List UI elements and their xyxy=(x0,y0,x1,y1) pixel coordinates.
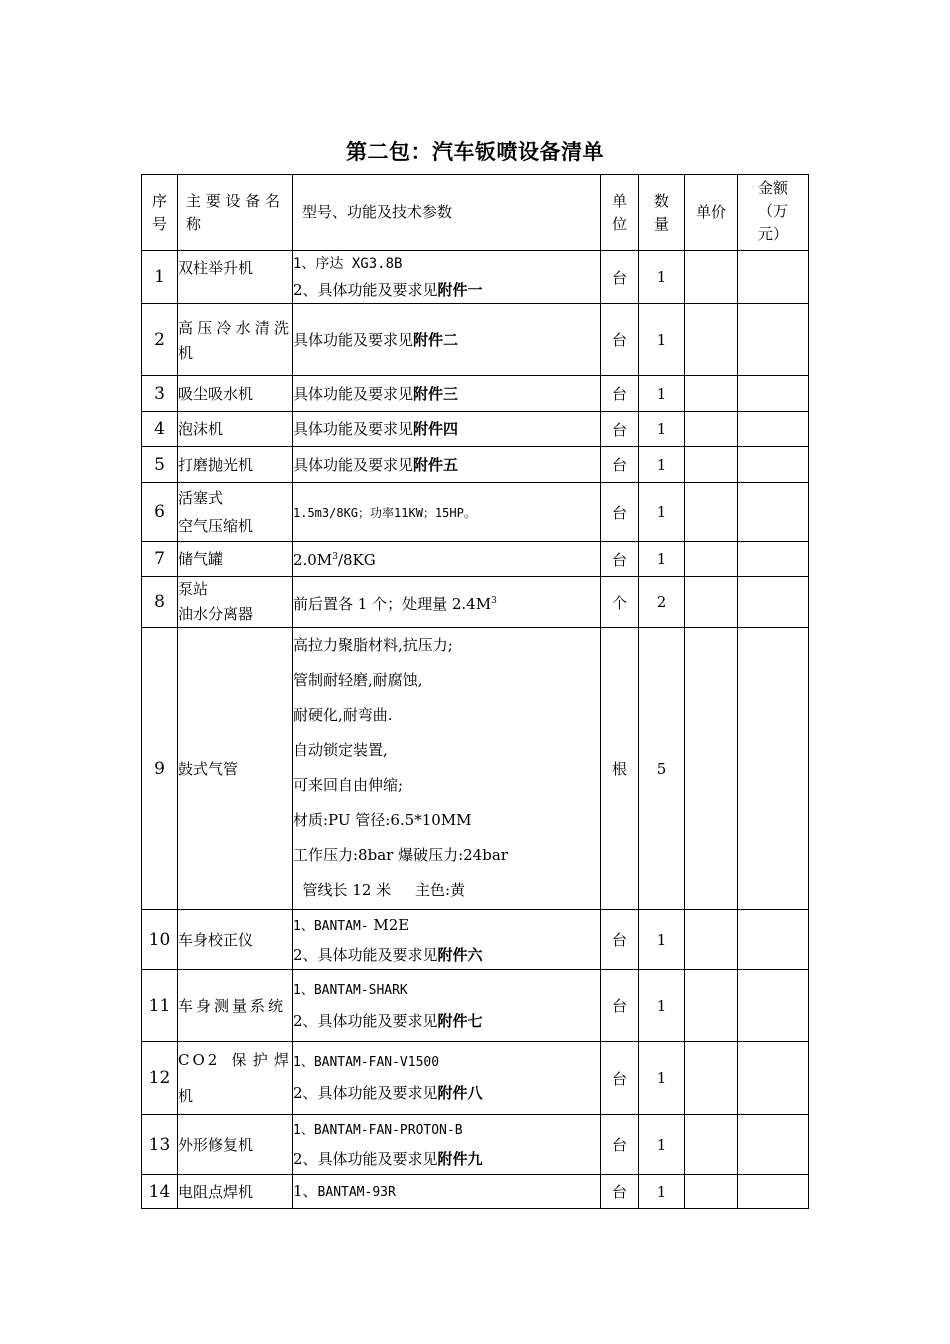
equipment-spec: 1、BANTAM-FAN-V1500 2、具体功能及要求见附件八 xyxy=(293,1042,601,1115)
header-amount: 金额（万元） xyxy=(738,175,809,251)
equipment-spec: 1、BANTAM- M2E 2、具体功能及要求见附件六 xyxy=(293,910,601,970)
amount-cell xyxy=(738,447,809,483)
quantity: 1 xyxy=(639,542,685,577)
equipment-spec: 1、BANTAM-FAN-PROTON-B 2、具体功能及要求见附件九 xyxy=(293,1115,601,1175)
quantity: 1 xyxy=(639,1042,685,1115)
quantity: 1 xyxy=(639,910,685,970)
amount-cell xyxy=(738,376,809,412)
header-spec: 型号、功能及技术参数 xyxy=(293,175,601,251)
equipment-table xyxy=(141,174,809,1209)
equipment-name: 外形修复机 xyxy=(178,1115,293,1175)
row-number: 4 xyxy=(142,412,178,447)
equipment-name: 车身测量系统 xyxy=(178,970,293,1042)
unit: 台 xyxy=(601,447,639,483)
equipment-name: CO2 保护焊机 xyxy=(178,1042,293,1115)
quantity: 1 xyxy=(639,251,685,304)
header-seq: 序号 xyxy=(142,175,178,251)
table-row xyxy=(142,376,809,412)
equipment-name: 电阻点焊机 xyxy=(178,1175,293,1209)
row-number: 6 xyxy=(142,483,178,542)
amount-cell xyxy=(738,1042,809,1115)
row-number: 10 xyxy=(142,910,178,970)
amount-cell xyxy=(738,910,809,970)
unit-price-cell xyxy=(685,1175,738,1209)
table-row xyxy=(142,412,809,447)
equipment-spec: $2.0M^3/8KG$ xyxy=(293,542,601,577)
unit: 根 xyxy=(601,628,639,910)
table-row xyxy=(142,483,809,542)
unit-price-cell xyxy=(685,447,738,483)
row-number: 1 xyxy=(142,251,178,304)
table-row xyxy=(142,577,809,628)
header-name: 主要设备名称 xyxy=(178,175,293,251)
amount-cell xyxy=(738,412,809,447)
unit: 台 xyxy=(601,376,639,412)
quantity: 1 xyxy=(639,304,685,376)
quantity: 1 xyxy=(639,1175,685,1209)
unit-price-cell xyxy=(685,483,738,542)
amount-cell xyxy=(738,1175,809,1209)
quantity: 1 xyxy=(639,483,685,542)
table-row xyxy=(142,542,809,577)
equipment-name: 鼓式气管 xyxy=(178,628,293,910)
equipment-name: 活塞式 空气压缩机 xyxy=(178,483,293,542)
table-row xyxy=(142,910,809,970)
equipment-spec: 具体功能及要求见附件二 xyxy=(293,304,601,376)
amount-cell xyxy=(738,542,809,577)
row-number: 11 xyxy=(142,970,178,1042)
equipment-name: 车身校正仪 xyxy=(178,910,293,970)
row-number: 7 xyxy=(142,542,178,577)
amount-cell xyxy=(738,251,809,304)
equipment-spec: 1、序达 XG3.8B 2、具体功能及要求见附件一 xyxy=(293,251,601,304)
table-row xyxy=(142,628,809,910)
equipment-name: 双柱举升机 xyxy=(178,251,293,304)
unit: 台 xyxy=(601,910,639,970)
equipment-spec: 具体功能及要求见附件五 xyxy=(293,447,601,483)
unit: 台 xyxy=(601,542,639,577)
unit: 台 xyxy=(601,483,639,542)
row-number: 5 xyxy=(142,447,178,483)
unit: 台 xyxy=(601,1042,639,1115)
row-number: 13 xyxy=(142,1115,178,1175)
unit-price-cell xyxy=(685,304,738,376)
unit: 台 xyxy=(601,1115,639,1175)
amount-cell xyxy=(738,970,809,1042)
equipment-name: 泡沫机 xyxy=(178,412,293,447)
table-header-row xyxy=(142,175,809,251)
unit: 个 xyxy=(601,577,639,628)
amount-cell xyxy=(738,1115,809,1175)
quantity: 1 xyxy=(639,376,685,412)
unit-price-cell xyxy=(685,412,738,447)
amount-cell xyxy=(738,628,809,910)
equipment-name: 打磨抛光机 xyxy=(178,447,293,483)
unit: 台 xyxy=(601,251,639,304)
amount-cell xyxy=(738,577,809,628)
unit: 台 xyxy=(601,412,639,447)
header-price: 单价 xyxy=(685,175,738,251)
row-number: 3 xyxy=(142,376,178,412)
equipment-spec: 1.5m3/8KG；功率11KW；15HP。 xyxy=(293,483,601,542)
unit-price-cell xyxy=(685,542,738,577)
table-row xyxy=(142,1115,809,1175)
row-number: 12 xyxy=(142,1042,178,1115)
unit-price-cell xyxy=(685,1115,738,1175)
table-row xyxy=(142,970,809,1042)
page-title: 第二包：汽车钣喷设备清单 xyxy=(346,140,604,164)
unit-price-cell xyxy=(685,628,738,910)
unit-price-cell xyxy=(685,376,738,412)
amount-cell xyxy=(738,483,809,542)
unit: 台 xyxy=(601,970,639,1042)
equipment-name: 高压冷水清洗机 xyxy=(178,304,293,376)
equipment-spec: 具体功能及要求见附件三 xyxy=(293,376,601,412)
equipment-spec: 高拉力聚脂材料,抗压力; 管制耐轻磨,耐腐蚀, 耐硬化,耐弯曲. 自动锁定装置, 可来回自由伸缩; 材质:PU 管径:6.5*10MM 工作压力:8bar 爆破压力:24bar 管线长 12 米 主色:黄 xyxy=(293,628,601,910)
unit-price-cell xyxy=(685,577,738,628)
equipment-spec: 1、BANTAM-93R xyxy=(293,1175,601,1209)
table-row xyxy=(142,1042,809,1115)
table-row xyxy=(142,447,809,483)
unit-price-cell xyxy=(685,251,738,304)
quantity: 5 xyxy=(639,628,685,910)
row-number: 9 xyxy=(142,628,178,910)
quantity: 2 xyxy=(639,577,685,628)
amount-cell xyxy=(738,304,809,376)
equipment-name: 吸尘吸水机 xyxy=(178,376,293,412)
header-qty: 数量 xyxy=(639,175,685,251)
quantity: 1 xyxy=(639,1115,685,1175)
unit-price-cell xyxy=(685,1042,738,1115)
quantity: 1 xyxy=(639,412,685,447)
equipment-spec: 具体功能及要求见附件四 xyxy=(293,412,601,447)
equipment-spec: 1、BANTAM-SHARK 2、具体功能及要求见附件七 xyxy=(293,970,601,1042)
equipment-spec: 前后置各 1 个；处理量 $2.4M^3$ xyxy=(293,577,601,628)
unit-price-cell xyxy=(685,910,738,970)
quantity: 1 xyxy=(639,970,685,1042)
table-row xyxy=(142,304,809,376)
row-number: 8 xyxy=(142,577,178,628)
unit: 台 xyxy=(601,1175,639,1209)
table-row xyxy=(142,251,809,304)
unit: 台 xyxy=(601,304,639,376)
equipment-name: 储气罐 xyxy=(178,542,293,577)
row-number: 14 xyxy=(142,1175,178,1209)
header-unit: 单位 xyxy=(601,175,639,251)
table-row xyxy=(142,1175,809,1209)
equipment-name: 泵站 油水分离器 xyxy=(178,577,293,628)
quantity: 1 xyxy=(639,447,685,483)
unit-price-cell xyxy=(685,970,738,1042)
row-number: 2 xyxy=(142,304,178,376)
